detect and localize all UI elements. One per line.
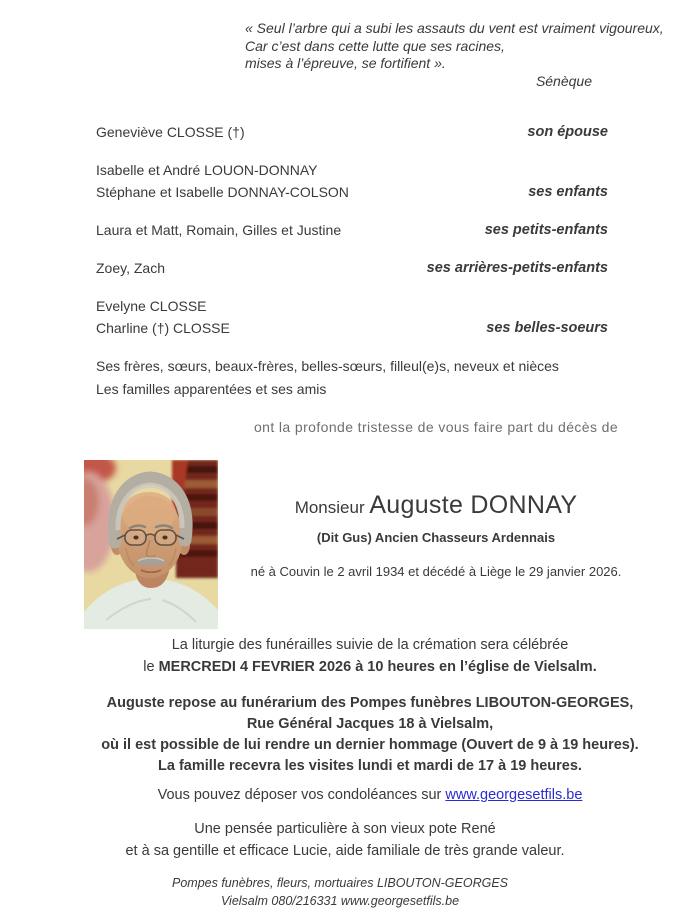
ceremony-line: La liturgie des funérailles suivie de la crémation sera célébrée: [171, 637, 569, 653]
tribute-line: et à sa gentille et efficace Lucie, aide familiale de très grande valeur.: [125, 843, 565, 859]
funerarium-block: [60, 693, 680, 777]
epigraph-quote: [245, 20, 664, 90]
portrait-photo: [84, 460, 218, 629]
tribute-block: [35, 818, 655, 862]
footer-line: Pompes funèbres, fleurs, mortuaires LIBOUTON-GEORGES: [172, 876, 508, 890]
footer-line: Vielsalm 080/216331 www.georgesetfils.be: [220, 893, 460, 908]
funerarium-line: Rue Général Jacques 18 à Vielsalm,: [246, 716, 494, 732]
family-row-greatgrandchildren: [96, 257, 608, 279]
family-row-sistersinlaw: [96, 295, 608, 339]
condolences-text: Vous pouvez déposer vos condoléances sur: [157, 787, 446, 803]
funerarium-line: Auguste repose au funérarium des Pompes funèbres LIBOUTON-GEORGES,: [106, 695, 634, 711]
family-names: Geneviève CLOSSE (†): [96, 124, 245, 140]
relation-label: son épouse: [527, 124, 608, 140]
relation-label: ses enfants: [528, 184, 608, 200]
relation-label: ses belles-soeurs: [486, 320, 608, 336]
family-names: Zoey, Zach: [96, 260, 165, 276]
family-row-grandchildren: [96, 219, 608, 241]
funerarium-line: La famille recevra les visites lundi et mardi de 17 à 19 heures.: [158, 758, 582, 774]
family-names: Laura et Matt, Romain, Gilles et Justine: [96, 222, 342, 238]
relation-label: ses petits-enfants: [484, 222, 608, 238]
funeral-home-footer: [30, 875, 650, 910]
family-row-children: [96, 159, 608, 203]
deceased-name: Auguste DONNAY: [369, 491, 578, 519]
family-names: Isabelle et André LOUON-DONNAY: [96, 162, 318, 178]
family-names: Stéphane et Isabelle DONNAY-COLSON: [96, 184, 349, 200]
condolences-line: [60, 787, 680, 803]
deceased-title: Monsieur: [294, 498, 370, 517]
quote-line: Car c’est dans cette lutte que ses racines,: [245, 37, 505, 54]
ceremony-block: [60, 634, 680, 678]
quote-line: mises à l’épreuve, se fortifient ».: [245, 55, 446, 71]
family-names: Charline (†) CLOSSE: [96, 320, 230, 336]
deceased-name-line: [240, 488, 632, 526]
announcement-line: ont la profonde tristesse de vous faire part du décès de: [253, 419, 619, 435]
ceremony-date-line: [60, 656, 680, 678]
extended-family-line: Les familles apparentées et ses amis: [96, 381, 327, 397]
extended-family-line: Ses frères, sœurs, beaux-frères, belles-sœurs, filleul(e)s, neveux et nièces: [96, 358, 559, 374]
quote-line: « Seul l’arbre qui a subi les assauts du vent est vraiment vigoureux,: [245, 20, 664, 36]
relation-label: ses arrières-petits-enfants: [426, 260, 608, 276]
condolences-link[interactable]: www.georgesetfils.be: [445, 787, 583, 803]
family-row-spouse: [96, 121, 608, 143]
deceased-block: [240, 488, 632, 579]
family-names: Evelyne CLOSSE: [96, 298, 207, 314]
quote-author: Sénèque: [535, 72, 592, 89]
funerarium-line: où il est possible de lui rendre un dernier hommage (Ouvert de 9 à 19 heures).: [101, 737, 639, 753]
tribute-line: Une pensée particulière à son vieux pote René: [194, 821, 496, 837]
extended-family: [96, 355, 608, 401]
family-list: [96, 121, 608, 401]
ceremony-date: MERCREDI 4 FEVRIER 2026 à 10 heures en l’église de Vielsalm.: [158, 659, 597, 675]
deceased-dates: né à Couvin le 2 avril 1934 et décédé à Liège le 29 janvier 2026.: [250, 564, 622, 579]
ceremony-prefix: le: [143, 659, 159, 675]
deceased-subtitle: (Dit Gus) Ancien Chasseurs Ardennais: [316, 530, 556, 545]
